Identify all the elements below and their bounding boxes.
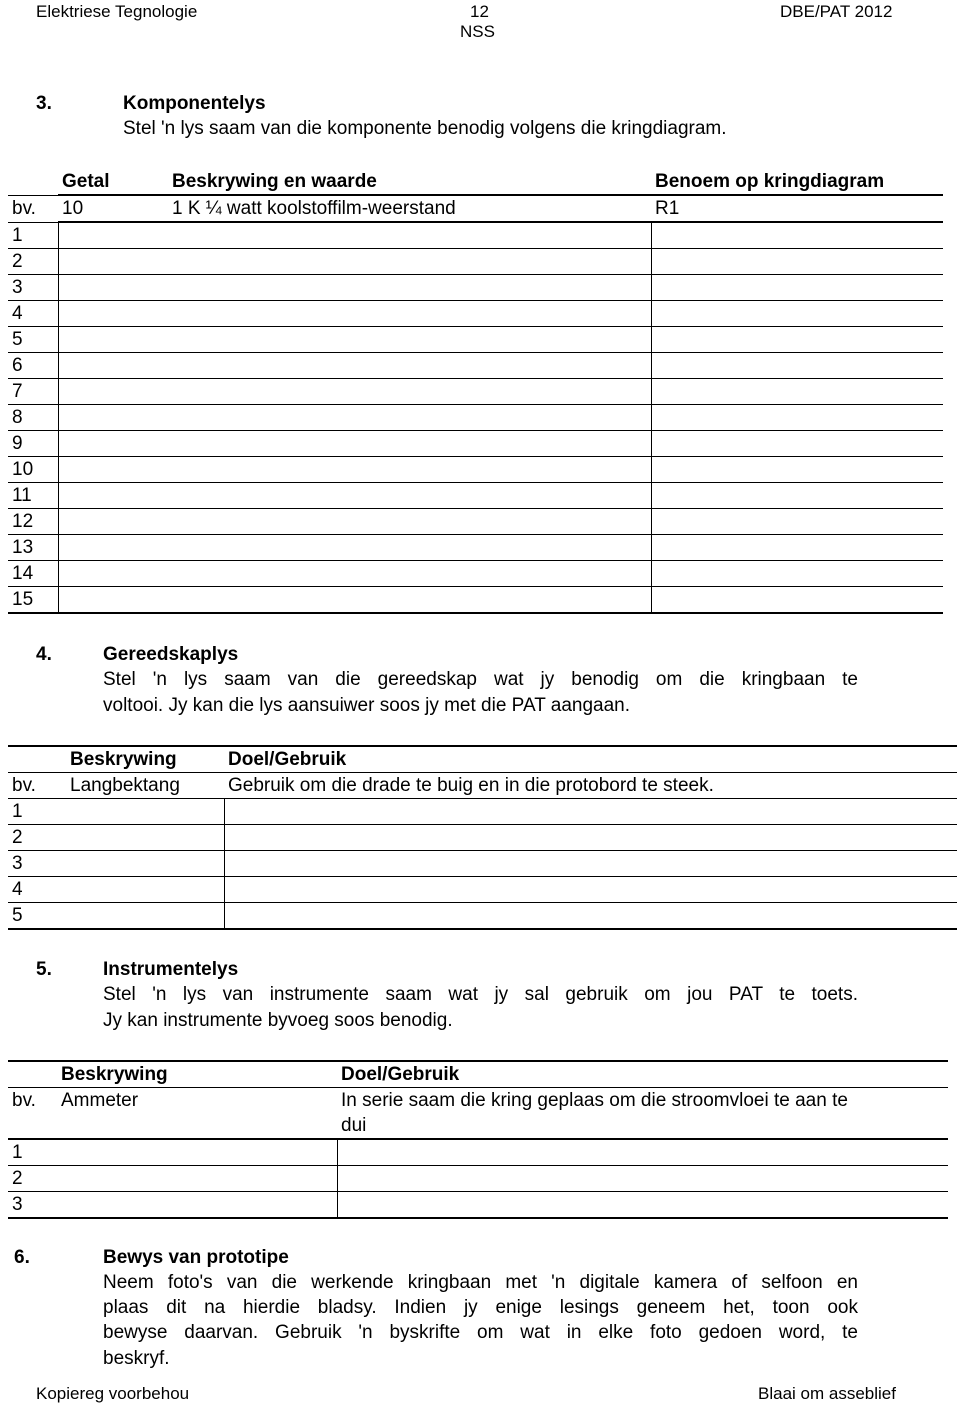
answer-cell[interactable] <box>224 877 957 903</box>
footer-copyright: Kopiereg voorbehou <box>36 1384 190 1403</box>
answer-cell[interactable] <box>224 799 957 825</box>
table-row <box>8 352 943 378</box>
answer-cell[interactable] <box>57 1192 337 1219</box>
section4-number: 4. <box>36 644 52 665</box>
section6-text-line1: Neem foto's van die werkende kringbaan met 'n digitale kamera of selfoon en <box>103 1272 858 1293</box>
answer-cell[interactable] <box>58 404 651 430</box>
table-row <box>8 248 943 274</box>
row-number: 13 <box>8 534 58 560</box>
answer-cell[interactable] <box>651 326 943 352</box>
answer-cell[interactable] <box>651 508 943 534</box>
section4-instruction-line1: Stel 'n lys saam van die gereedskap wat jy benodig om die kringbaan te <box>103 669 858 690</box>
example-number: 10 <box>58 195 168 222</box>
answer-cell[interactable] <box>651 456 943 482</box>
row-number: 3 <box>8 1192 57 1219</box>
answer-cell[interactable] <box>337 1166 948 1192</box>
example-label: bv. <box>8 773 66 799</box>
row-number: 3 <box>8 274 58 300</box>
row-number: 6 <box>8 352 58 378</box>
answer-cell[interactable] <box>651 586 943 613</box>
column-header: Getal <box>62 171 110 192</box>
table-row <box>8 508 943 534</box>
answer-cell[interactable] <box>651 300 943 326</box>
row-number: 4 <box>8 877 66 903</box>
row-number: 9 <box>8 430 58 456</box>
example-row <box>8 1088 948 1140</box>
column-header: Benoem op kringdiagram <box>655 171 885 192</box>
answer-cell[interactable] <box>58 248 651 274</box>
example-description: 1 K ¼ watt koolstoffilm-weerstand <box>168 195 651 222</box>
answer-cell[interactable] <box>58 508 651 534</box>
table-row <box>8 1166 948 1192</box>
row-number: 8 <box>8 404 58 430</box>
answer-cell[interactable] <box>651 534 943 560</box>
answer-cell[interactable] <box>58 300 651 326</box>
table-row <box>8 586 943 613</box>
example-purpose-line2: dui <box>341 1115 367 1136</box>
answer-cell[interactable] <box>58 586 651 613</box>
section4-instruction-line2: voltooi. Jy kan die lys aansuiwer soos jy met die PAT aangaan. <box>103 695 630 716</box>
table-header-row <box>8 746 957 773</box>
example-purpose <box>337 1088 948 1140</box>
table-row <box>8 222 943 248</box>
row-number: 5 <box>8 326 58 352</box>
answer-cell[interactable] <box>58 560 651 586</box>
section3-number: 3. <box>36 93 52 114</box>
example-description: Ammeter <box>57 1088 337 1140</box>
answer-cell[interactable] <box>651 560 943 586</box>
table-row <box>8 430 943 456</box>
column-header: Doel/Gebruik <box>337 1061 948 1088</box>
answer-cell[interactable] <box>58 274 651 300</box>
table-row <box>8 877 957 903</box>
row-number: 5 <box>8 903 66 930</box>
example-row <box>8 195 943 222</box>
section6-number: 6. <box>14 1247 30 1268</box>
table-header-row <box>8 1061 948 1088</box>
answer-cell[interactable] <box>66 799 224 825</box>
section5-instruction-line2: Jy kan instrumente byvoeg soos benodig. <box>103 1010 453 1031</box>
section3-instruction: Stel 'n lys saam van die komponente benodig volgens die kringdiagram. <box>123 118 727 139</box>
row-number: 12 <box>8 508 58 534</box>
answer-cell[interactable] <box>224 825 957 851</box>
column-header: Beskrywing <box>57 1061 337 1088</box>
row-number: 3 <box>8 851 66 877</box>
row-number: 14 <box>8 560 58 586</box>
section6-title: Bewys van prototipe <box>103 1247 289 1268</box>
row-number: 7 <box>8 378 58 404</box>
section6-text-line4: beskryf. <box>103 1348 170 1369</box>
section5-instruction-line1: Stel 'n lys van instrumente saam wat jy sal gebruik om jou PAT te toets. <box>103 984 858 1005</box>
section6-text-line2: plaas dit na hierdie bladsy. Indien jy enige lesings geneem het, toon ook <box>103 1297 858 1318</box>
answer-cell[interactable] <box>337 1192 948 1219</box>
answer-cell[interactable] <box>337 1139 948 1166</box>
example-label: bv. <box>8 195 58 222</box>
row-number: 10 <box>8 456 58 482</box>
table-row <box>8 560 943 586</box>
answer-cell[interactable] <box>58 378 651 404</box>
answer-cell[interactable] <box>57 1166 337 1192</box>
table-row <box>8 825 957 851</box>
example-diagram-label: R1 <box>651 195 943 222</box>
table-row <box>8 326 943 352</box>
answer-cell[interactable] <box>651 222 943 248</box>
example-label: bv. <box>8 1088 57 1140</box>
row-number: 11 <box>8 482 58 508</box>
row-number: 1 <box>8 1139 57 1166</box>
header-subject: Elektriese Tegnologie <box>36 2 198 21</box>
table-row <box>8 482 943 508</box>
example-row <box>8 773 957 799</box>
answer-cell[interactable] <box>651 248 943 274</box>
row-number: 2 <box>8 248 58 274</box>
table-row <box>8 851 957 877</box>
header-level: NSS <box>460 22 495 41</box>
section6-text-line3: bewyse daarvan. Gebruik 'n byskrifte om wat in elke foto gedoen word, te <box>103 1322 858 1343</box>
answer-cell[interactable] <box>58 326 651 352</box>
answer-cell[interactable] <box>58 456 651 482</box>
table-row <box>8 534 943 560</box>
answer-cell[interactable] <box>66 877 224 903</box>
answer-cell[interactable] <box>651 378 943 404</box>
instruments-table <box>8 1060 948 1219</box>
table-row <box>8 799 957 825</box>
answer-cell[interactable] <box>651 352 943 378</box>
header-page-number: 12 <box>470 2 489 21</box>
table-header-row <box>8 169 943 195</box>
column-header: Beskrywing <box>66 746 224 773</box>
answer-cell[interactable] <box>651 404 943 430</box>
row-number: 1 <box>8 222 58 248</box>
answer-cell[interactable] <box>651 274 943 300</box>
example-description: Langbektang <box>66 773 224 799</box>
section5-title: Instrumentelys <box>103 959 239 980</box>
table-row <box>8 274 943 300</box>
answer-cell[interactable] <box>58 352 651 378</box>
answer-cell[interactable] <box>651 482 943 508</box>
answer-cell[interactable] <box>58 430 651 456</box>
answer-cell[interactable] <box>224 903 957 930</box>
footer-turn-page: Blaai om asseblief <box>758 1384 896 1403</box>
table-row <box>8 456 943 482</box>
answer-cell[interactable] <box>224 851 957 877</box>
answer-cell[interactable] <box>58 482 651 508</box>
section5-number: 5. <box>36 959 52 980</box>
column-header: Beskrywing en waarde <box>172 171 377 192</box>
section4-title: Gereedskaplys <box>103 644 239 665</box>
row-number: 2 <box>8 1166 57 1192</box>
answer-cell[interactable] <box>58 222 651 248</box>
table-row <box>8 1139 948 1166</box>
row-number: 15 <box>8 586 58 613</box>
table-row <box>8 903 957 930</box>
table-row <box>8 300 943 326</box>
section3-title: Komponentelys <box>123 93 266 114</box>
example-purpose: Gebruik om die drade te buig en in die protobord te steek. <box>224 773 957 799</box>
table-row <box>8 378 943 404</box>
answer-cell[interactable] <box>66 903 224 930</box>
table-row <box>8 404 943 430</box>
answer-cell[interactable] <box>58 534 651 560</box>
answer-cell[interactable] <box>66 825 224 851</box>
row-number: 2 <box>8 825 66 851</box>
header-reference: DBE/PAT 2012 <box>780 2 893 21</box>
row-number: 1 <box>8 799 66 825</box>
tools-table <box>8 745 957 930</box>
answer-cell[interactable] <box>57 1139 337 1166</box>
example-purpose-line1: In serie saam die kring geplaas om die stroomvloei te aan te <box>341 1090 848 1111</box>
row-number: 4 <box>8 300 58 326</box>
answer-cell[interactable] <box>66 851 224 877</box>
answer-cell[interactable] <box>651 430 943 456</box>
components-table <box>8 169 943 614</box>
table-row <box>8 1192 948 1219</box>
column-header: Doel/Gebruik <box>224 746 957 773</box>
